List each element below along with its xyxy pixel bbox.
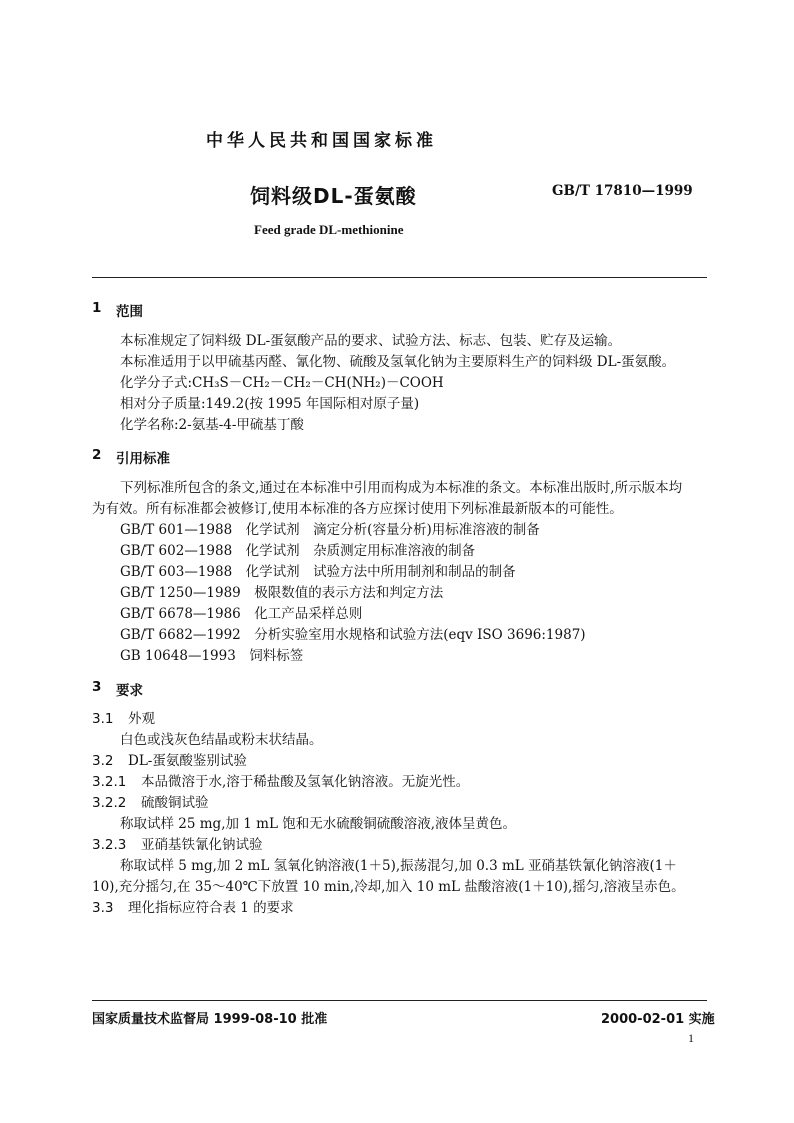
header-divider: [92, 277, 707, 278]
clause-3-2-2-number: 3.2.2: [92, 795, 127, 811]
chemical-formula: 化学分子式:CH₃S－CH₂－CH₂－CH(NH₂)－COOH: [120, 375, 444, 391]
clause-3-2-3-title: 亚硝基铁氰化钠试验: [141, 837, 263, 853]
clause-3-2-1-number: 3.2.1: [92, 774, 127, 790]
section-2-intro-line-1: 下列标准所包含的条文,通过在本标准中引用而构成为本标准的条文。本标准出版时,所示版本均: [120, 480, 683, 496]
footer-divider: [92, 1000, 707, 1001]
reference-item: GB/T 601—1988 化学试剂 滴定分析(容量分析)用标准溶液的制备: [120, 522, 540, 538]
standard-number: GB/T 17810—1999: [552, 183, 693, 199]
reference-item: GB/T 6678—1986 化工产品采样总则: [120, 606, 363, 622]
clause-3-3-number: 3.3: [92, 900, 114, 916]
page-number: 1: [688, 1031, 694, 1045]
reference-item: GB/T 6682—1992 分析实验室用水规格和试验方法(eqv ISO 3696:1987): [120, 627, 586, 643]
section-3-number: 3: [92, 679, 102, 695]
section-1-paragraph-1: 本标准规定了饲料级 DL-蛋氨酸产品的要求、试验方法、标志、包装、贮存及运输。: [120, 333, 622, 349]
clause-3-1-text: 白色或浅灰色结晶或粉末状结晶。: [120, 732, 323, 748]
org-title: 中华人民共和国国家标准: [206, 131, 437, 151]
section-2-title: 引用标准: [116, 451, 170, 467]
clause-3-2-3-line-2: 10),充分摇匀,在 35～40℃下放置 10 min,冷却,加入 10 mL 盐酸溶液(1＋10),摇匀,溶液呈赤色。: [92, 879, 685, 895]
clause-3-1-number: 3.1: [92, 711, 114, 727]
section-3-title: 要求: [116, 683, 143, 699]
chemical-name: 化学名称:2-氨基-4-甲硫基丁酸: [120, 417, 304, 433]
clause-3-1-title: 外观: [128, 711, 155, 727]
approval-line: 国家质量技术监督局 1999-08-10 批准: [92, 1012, 328, 1027]
reference-item: GB/T 1250—1989 极限数值的表示方法和判定方法: [120, 585, 444, 601]
molecular-mass: 相对分子质量:149.2(按 1995 年国际相对原子量): [120, 396, 420, 412]
reference-item: GB/T 602—1988 化学试剂 杂质测定用标准溶液的制备: [120, 543, 476, 559]
clause-3-2-3-line-1: 称取试样 5 mg,加 2 mL 氢氧化钠溶液(1＋5),振荡混匀,加 0.3 mL 亚硝基铁氰化钠溶液(1＋: [120, 858, 677, 874]
clause-3-2-number: 3.2: [92, 753, 114, 769]
standard-title-cn: 饲料级DL-蛋氨酸: [250, 184, 417, 208]
section-2-intro-line-2: 为有效。所有标准都会被修订,使用本标准的各方应探讨使用下列标准最新版本的可能性。: [92, 501, 623, 517]
clause-3-2-title: DL-蛋氨酸鉴别试验: [128, 753, 247, 769]
clause-3-3-text: 理化指标应符合表 1 的要求: [128, 900, 294, 916]
section-2-number: 2: [92, 447, 102, 463]
section-1-paragraph-2: 本标准适用于以甲硫基丙醛、氰化物、硫酸及氢氧化钠为主要原料生产的饲料级 DL-蛋氨酸。: [120, 354, 676, 370]
effective-date: 2000-02-01 实施: [601, 1012, 715, 1027]
section-1-number: 1: [92, 300, 102, 316]
section-1-title: 范围: [116, 304, 143, 320]
clause-3-2-1-text: 本品微溶于水,溶于稀盐酸及氢氧化钠溶液。无旋光性。: [141, 774, 470, 790]
clause-3-2-2-text: 称取试样 25 mg,加 1 mL 饱和无水硫酸铜硫酸溶液,液体呈黄色。: [120, 816, 517, 832]
reference-item: GB/T 603—1988 化学试剂 试验方法中所用制剂和制品的制备: [120, 564, 516, 580]
clause-3-2-3-number: 3.2.3: [92, 837, 127, 853]
standard-title-en: Feed grade DL-methionine: [254, 222, 404, 237]
clause-3-2-2-title: 硫酸铜试验: [141, 795, 209, 811]
reference-item: GB 10648—1993 饲料标签: [120, 648, 304, 664]
